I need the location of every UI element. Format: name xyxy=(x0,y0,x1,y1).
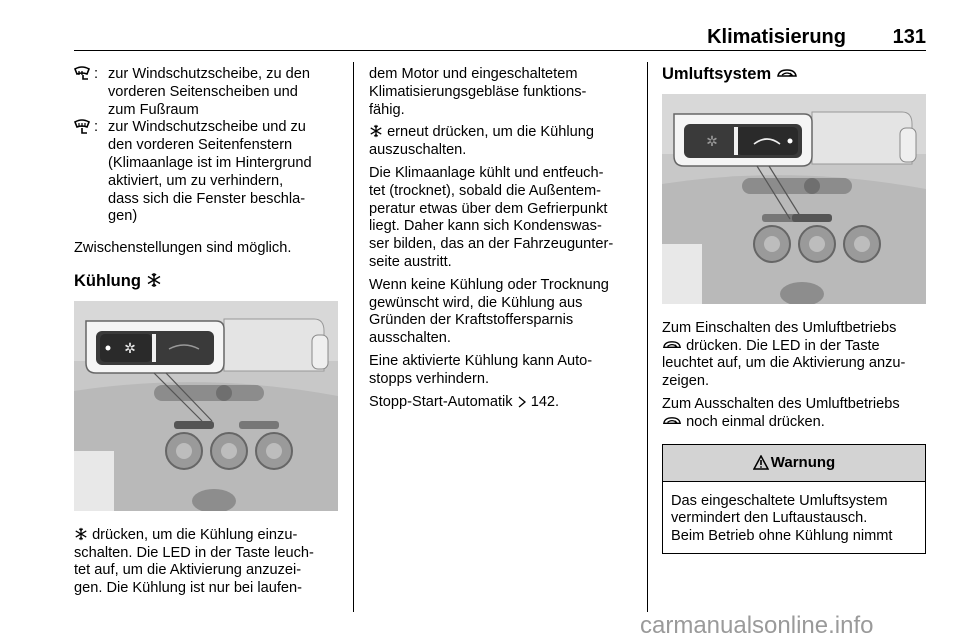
dashboard-illustration xyxy=(74,301,338,511)
recirculation-icon xyxy=(776,67,798,81)
def-row: : zur Windschutzscheibe, zu den vorderen Seitenscheiben und zum Fußraum xyxy=(74,66,342,119)
page-header xyxy=(74,26,926,50)
left-column xyxy=(74,66,342,603)
paragraph: erneut drücken, um die Kühlung auszuschalten. xyxy=(369,124,594,159)
warning-box xyxy=(662,444,926,554)
intermediate-note: Zwischenstellungen sind möglich. xyxy=(74,240,292,257)
section-title-recirculation: Umluftsystem xyxy=(662,66,926,84)
page-reference-icon xyxy=(517,396,527,408)
svg-text:✲: ✲ xyxy=(706,133,718,150)
windscreen-footwell-icon xyxy=(74,66,90,81)
page-number: 131 xyxy=(892,26,926,48)
snowflake-icon xyxy=(369,124,383,138)
paragraph: Zum Einschalten des Umluftbetriebs xyxy=(662,319,897,336)
paragraph: Eine aktivierte Kühlung kann Auto- stopps verhindern. xyxy=(369,352,593,387)
paragraph: dem Motor und eingeschaltetem Klimatisierungsgebläse funktions- fähig. xyxy=(369,66,587,118)
column-divider-2 xyxy=(647,62,648,612)
paragraph: Zum Ausschalten des Umluftbetriebs noch einmal drücken. xyxy=(662,395,900,430)
air-distribution-list xyxy=(74,66,342,226)
right-column xyxy=(662,66,926,554)
windscreen-defrost-icon xyxy=(74,119,90,134)
cooling-activate-text: drücken, um die Kühlung einzu- schalten. Die LED in der Taste leuch- tet auf, um die Aktivierung anzuzei- gen. Die Kühlung ist nur bei laufen- xyxy=(74,526,314,597)
recirculation-button-photo xyxy=(662,94,926,304)
recirculation-icon xyxy=(662,339,682,352)
paragraph: Die Klimaanlage kühlt und entfeuch- tet (trocknet), sobald die Außentem- peratur etwas über dem Gefrierpunkt liegt. Daher kann sich Kondenswas- ser bilden, das an der Fahrzeugunter- seite austritt. xyxy=(369,164,614,270)
warning-body: Das eingeschaltete Umluftsystem vermindert den Luftaustausch. Beim Betrieb ohne Kühlung nimmt xyxy=(671,492,893,545)
header-rule xyxy=(74,50,926,51)
middle-column xyxy=(369,66,639,416)
cooling-button-photo xyxy=(74,301,338,511)
def-row: : zur Windschutzscheibe und zu den vorderen Seitenfenstern (Klimaanlage ist im Hintergrund aktiviert, um zu verhindern, dass sich die Fenster beschla- gen) xyxy=(74,119,342,226)
dashboard-illustration xyxy=(662,94,926,304)
svg-text:✲: ✲ xyxy=(124,340,136,357)
warning-header: Warnung xyxy=(663,445,925,482)
warning-triangle-icon xyxy=(753,455,769,470)
recirculation-icon xyxy=(662,415,682,428)
paragraph: drücken. Die LED in der Taste leuchtet auf, um die Aktivierung anzu- zeigen. xyxy=(662,337,906,390)
snowflake-icon xyxy=(74,527,88,541)
column-divider-1 xyxy=(353,62,354,612)
section-title-cooling: Kühlung xyxy=(74,272,342,291)
cross-reference[interactable]: Stopp-Start-Automatik 142. xyxy=(369,393,560,410)
page-title: Klimatisierung xyxy=(707,26,846,48)
watermark: carmanualsonline.info xyxy=(640,612,874,639)
paragraph: Wenn keine Kühlung oder Trocknung gewünscht wird, die Kühlung aus Gründen der Kraftstoffersparnis ausschalten. xyxy=(369,276,609,347)
snowflake-icon xyxy=(146,272,162,288)
